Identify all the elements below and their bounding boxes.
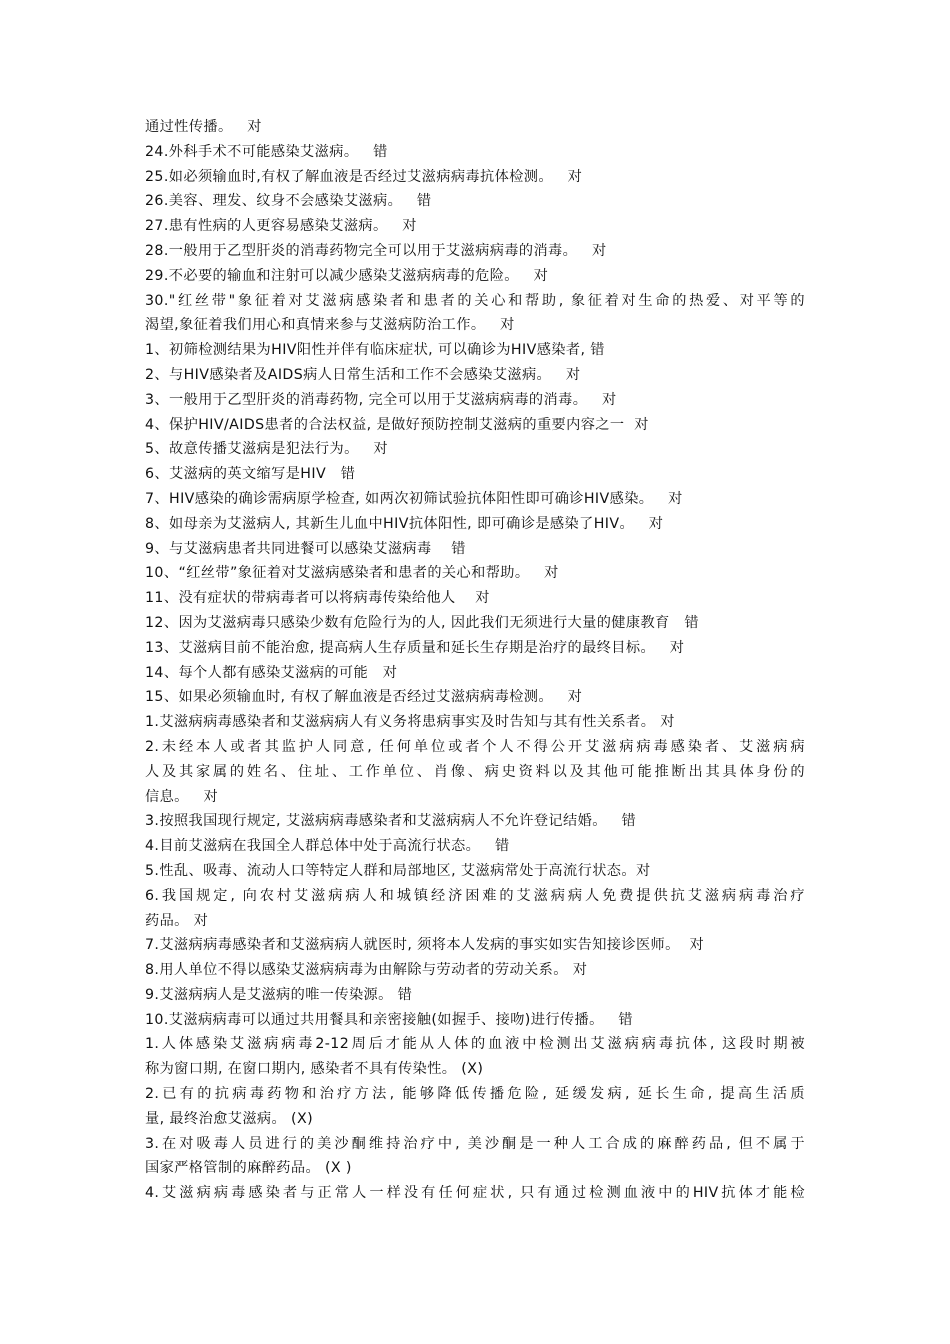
text-line: 渴望,象征着我们用心和真情来参与艾滋病防治工作。 对: [145, 317, 515, 334]
text-line: 4.目前艾滋病在我国全人群总体中处于高流行状态。 错: [145, 838, 510, 855]
text-line: 27.患有性病的人更容易感染艾滋病。 对: [145, 218, 417, 235]
text-line: 8.用人单位不得以感染艾滋病病毒为由解除与劳动者的劳动关系。 对: [145, 962, 588, 979]
text-line: 8、如母亲为艾滋病人, 其新生儿血中HIV抗体阳性, 即可确诊是感染了HIV。 对: [145, 515, 664, 532]
text-line: 国家严格管制的麻醉药品。 (X ): [145, 1160, 352, 1177]
text-line: 量, 最终治愈艾滋病。 (X): [145, 1110, 314, 1127]
text-line: 称为窗口期, 在窗口期内, 感染者不具有传染性。 (X): [145, 1061, 484, 1078]
text-line: 13、艾滋病目前不能治愈, 提高病人生存质量和延长生存期是治疗的最终目标。 对: [145, 639, 685, 656]
text-line: 2.已有的抗病毒药物和治疗方法, 能够降低传播危险, 延缓发病, 延长生命, 提高生活质: [145, 1086, 805, 1103]
text-line: 28.一般用于乙型肝炎的消毒药物完全可以用于艾滋病病毒的消毒。 对: [145, 242, 607, 259]
text-line: 药品。 对: [145, 912, 209, 929]
text-line: 4.艾滋病病毒感染者与正常人一样没有任何症状, 只有通过检测血液中的HIV抗体才能检: [145, 1185, 805, 1202]
text-line: 5、故意传播艾滋病是犯法行为。 对: [145, 441, 388, 458]
text-line: 24.外科手术不可能感染艾滋病。 错: [145, 143, 388, 160]
text-line: 1.人体感染艾滋病病毒2-12周后才能从人体的血液中检测出艾滋病病毒抗体, 这段时期被: [145, 1036, 805, 1053]
text-line: 10.艾滋病病毒可以通过共用餐具和亲密接触(如握手、接吻)进行传播。 错: [145, 1011, 633, 1028]
text-line: 7.艾滋病病毒感染者和艾滋病病人就医时, 须将本人发病的事实如实告知接诊医师。 对: [145, 937, 705, 954]
text-line: 2、与HIV感染者及AIDS病人日常生活和工作不会感染艾滋病。 对: [145, 366, 581, 383]
text-line: 通过性传播。 对: [145, 119, 262, 135]
text-line: 6.我国规定, 向农村艾滋病病人和城镇经济困难的艾滋病病人免费提供抗艾滋病病毒治疗: [145, 887, 805, 904]
text-line: 30."红丝带"象征着对艾滋病感染者和患者的关心和帮助, 象征着对生命的热爱、对平等的: [145, 292, 805, 309]
text-line: 9.艾滋病病人是艾滋病的唯一传染源。 错: [145, 986, 413, 1003]
text-line: 29.不必要的输血和注射可以减少感染艾滋病病毒的危险。 对: [145, 267, 549, 284]
text-line: 10、“红丝带”象征着对艾滋病感染者和患者的关心和帮助。 对: [145, 565, 559, 582]
text-line: 26.美容、理发、纹身不会感染艾滋病。 错: [145, 193, 432, 210]
text-line: 1、初筛检测结果为HIV阳性并伴有临床症状, 可以确诊为HIV感染者, 错: [145, 342, 605, 359]
text-line: 信息。 对: [145, 788, 219, 805]
document-body: [145, 115, 805, 1206]
text-line: 1.艾滋病病毒感染者和艾滋病病人有义务将患病事实及时告知与其有性关系者。 对: [145, 714, 675, 731]
text-line: 25.如必须输血时,有权了解血液是否经过艾滋病病毒抗体检测。 对: [145, 168, 583, 185]
text-line: 12、因为艾滋病毒只感染少数有危险行为的人, 因此我们无须进行大量的健康教育 错: [145, 614, 699, 631]
text-line: 9、与艾滋病患者共同进餐可以感染艾滋病毒 错: [145, 540, 466, 557]
text-line: 3.按照我国现行规定, 艾滋病病毒感染者和艾滋病病人不允许登记结婚。 错: [145, 813, 637, 830]
text-line: 人及其家属的姓名、住址、工作单位、肖像、病史资料以及其他可能推断出其具体身份的: [145, 763, 805, 780]
text-line: 14、每个人都有感染艾滋病的可能 对: [145, 664, 398, 681]
text-line: 3、一般用于乙型肝炎的消毒药物, 完全可以用于艾滋病病毒的消毒。 对: [145, 391, 617, 408]
text-line: 2.未经本人或者其监护人同意, 任何单位或者个人不得公开艾滋病病毒感染者、艾滋病病: [145, 738, 805, 755]
text-line: 6、艾滋病的英文缩写是HIV 错: [145, 466, 356, 483]
text-line: 11、没有症状的带病毒者可以将病毒传染给他人 对: [145, 590, 490, 607]
text-line: 3.在对吸毒人员进行的美沙酮维持治疗中, 美沙酮是一种人工合成的麻醉药品, 但不属于: [145, 1135, 805, 1152]
text-line: 5.性乱、吸毒、流动人口等特定人群和局部地区, 艾滋病常处于高流行状态。对: [145, 862, 651, 879]
text-line: 7、HIV感染的确诊需病原学检查, 如两次初筛试验抗体阳性即可确诊HIV感染。 对: [145, 490, 683, 507]
text-line: 15、如果必须输血时, 有权了解血液是否经过艾滋病病毒检测。 对: [145, 689, 583, 706]
text-line: 4、保护HIV/AIDS患者的合法权益, 是做好预防控制艾滋病的重要内容之一 对: [145, 416, 649, 433]
